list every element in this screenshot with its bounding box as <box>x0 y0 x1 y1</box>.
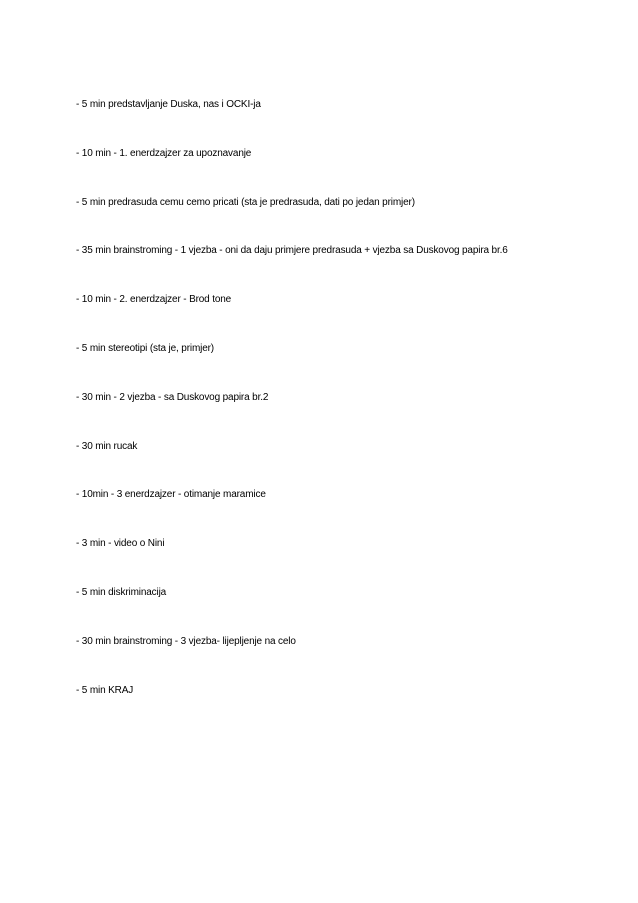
agenda-item: - 5 min predrasuda cemu cemo pricati (sta je predrasuda, dati po jedan primjer) <box>76 196 415 208</box>
agenda-item: - 3 min - video o Nini <box>76 538 165 550</box>
agenda-item: - 5 min stereotipi (sta je, primjer) <box>76 342 214 354</box>
agenda-item: - 10 min - 1. enerdzajzer za upoznavanje <box>76 147 252 159</box>
agenda-item: - 10 min - 2. enerdzajzer - Brod tone <box>76 294 232 306</box>
agenda-item: - 30 min - 2 vjezba - sa Duskovog papira br.2 <box>76 391 269 403</box>
agenda-item: - 10min - 3 enerdzajzer - otimanje maramice <box>76 489 266 501</box>
agenda-item: - 5 min diskriminacija <box>76 586 167 598</box>
agenda-item: - 30 min brainstroming - 3 vjezba- lijepljenje na celo <box>76 635 296 647</box>
agenda-item: - 30 min rucak <box>76 440 138 452</box>
agenda-item: - 5 min predstavljanje Duska, nas i OCKI-ja <box>76 99 261 110</box>
agenda-item: - 5 min KRAJ <box>76 684 134 696</box>
agenda-item: - 35 min brainstroming - 1 vjezba - oni da daju primjere predrasuda + vjezba sa Duskovog papira br.6 <box>76 245 508 257</box>
agenda-list <box>76 98 596 732</box>
